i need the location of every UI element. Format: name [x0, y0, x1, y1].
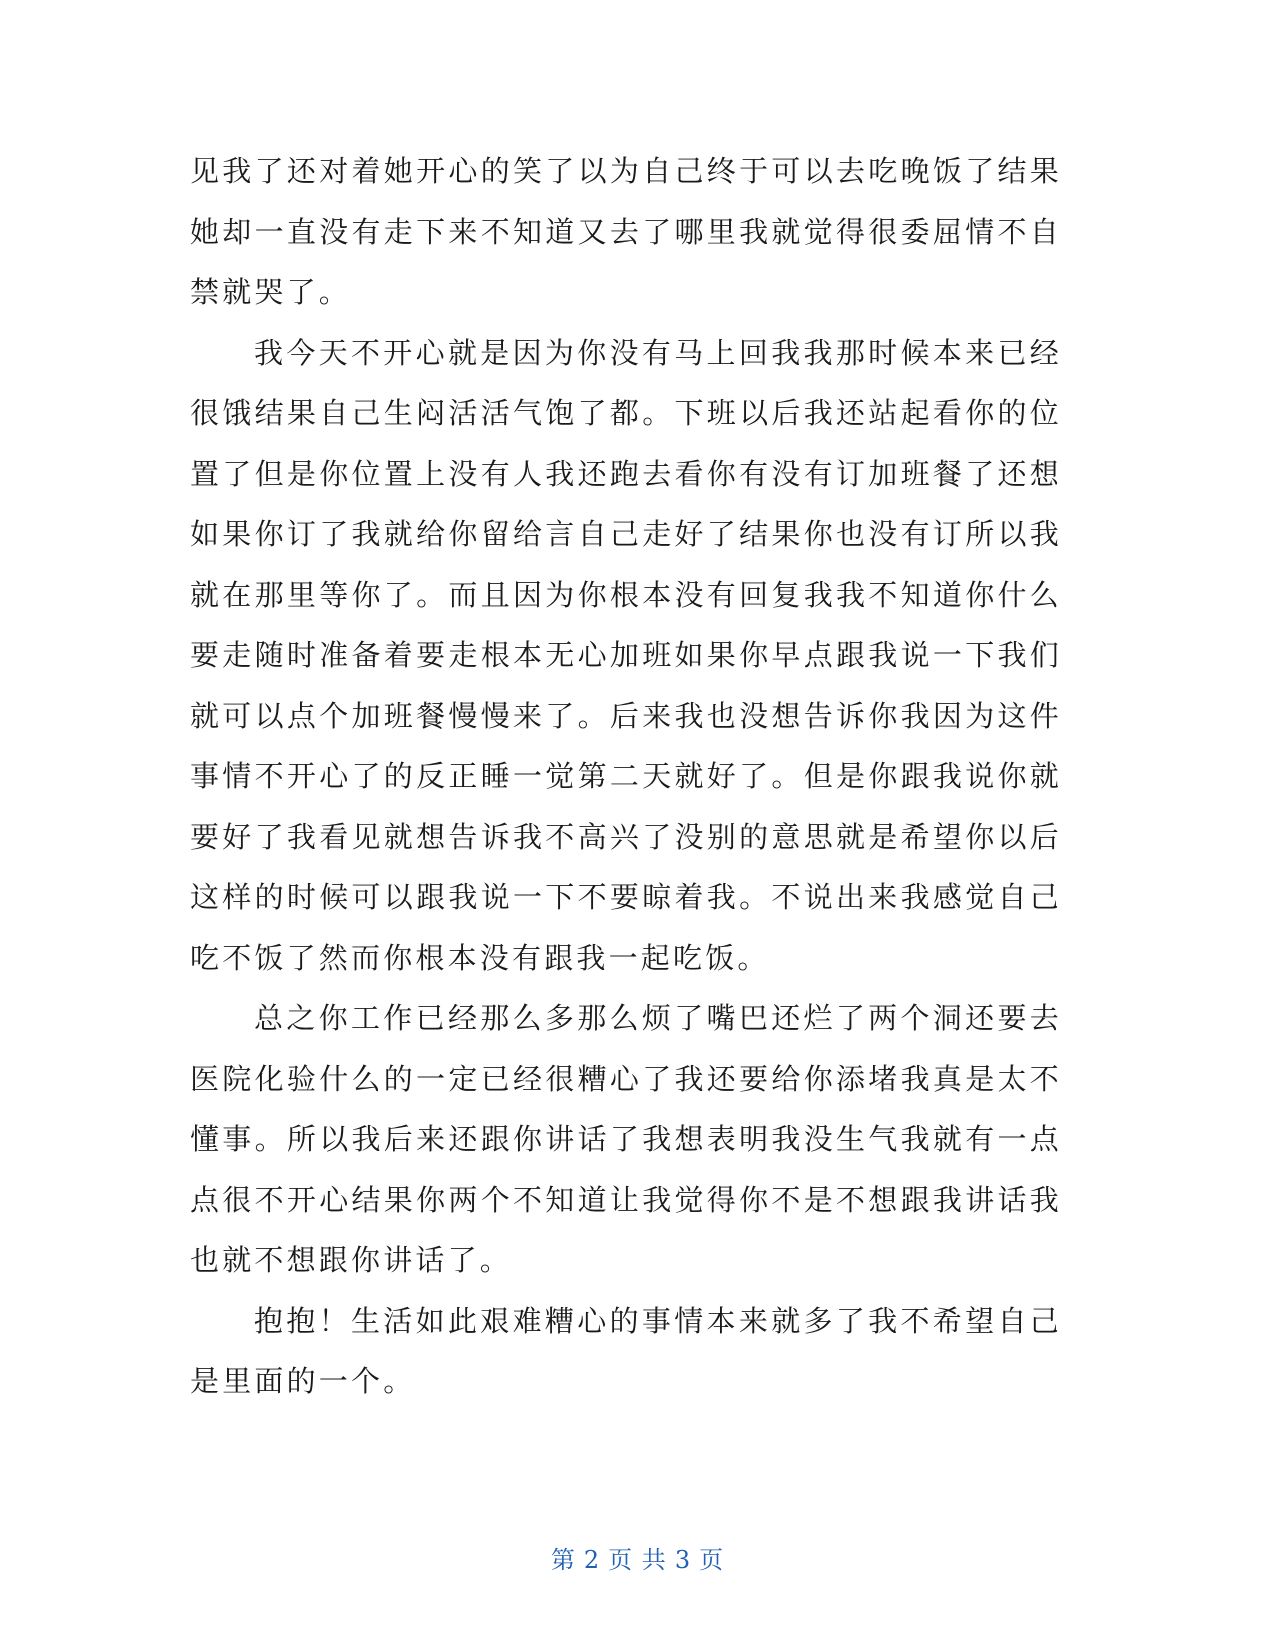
document-body	[190, 141, 1062, 1412]
paragraph-3: 总之你工作已经那么多那么烦了嘴巴还烂了两个洞还要去医院化验什么的一定已经很糟心了我还要给你添堵我真是太不懂事。所以我后来还跟你讲话了我想表明我没生气我就有一点点很不开心结果你两个不知道让我觉得你不是不想跟我讲话我也就不想跟你讲话了。	[190, 1001, 1062, 1277]
page-footer	[0, 1540, 1275, 1575]
footer-total-pages: 3	[674, 1546, 692, 1574]
footer-suffix: 页	[699, 1546, 725, 1574]
paragraph-2: 我今天不开心就是因为你没有马上回我我那时候本来已经很饿结果自己生闷活活气饱了都。下班以后我还站起看你的位置了但是你位置上没有人我还跑去看你有没有订加班餐了还想如果你订了我就给你留给言自己走好了结果你也没有订所以我就在那里等你了。而且因为你根本没有回复我我不知道你什么要走随时准备着要走根本无心加班如果你早点跟我说一下我们就可以点个加班餐慢慢来了。后来我也没想告诉你我因为这件事情不开心了的反正睡一觉第二天就好了。但是你跟我说你就要好了我看见就想告诉我不高兴了没别的意思就是希望你以后这样的时候可以跟我说一下不要晾着我。不说出来我感觉自己吃不饭了然而你根本没有跟我一起吃饭。	[190, 335, 1062, 975]
paragraph-4: 抱抱！生活如此艰难糟心的事情本来就多了我不希望自己是里面的一个。	[190, 1303, 1062, 1398]
footer-middle: 页 共	[608, 1546, 667, 1574]
footer-current-page: 2	[583, 1546, 601, 1574]
paragraph-1: 见我了还对着她开心的笑了以为自己终于可以去吃晚饭了结果她却一直没有走下来不知道又去了哪里我就觉得很委屈情不自禁就哭了。	[190, 154, 1062, 309]
footer-prefix: 第	[550, 1546, 576, 1574]
